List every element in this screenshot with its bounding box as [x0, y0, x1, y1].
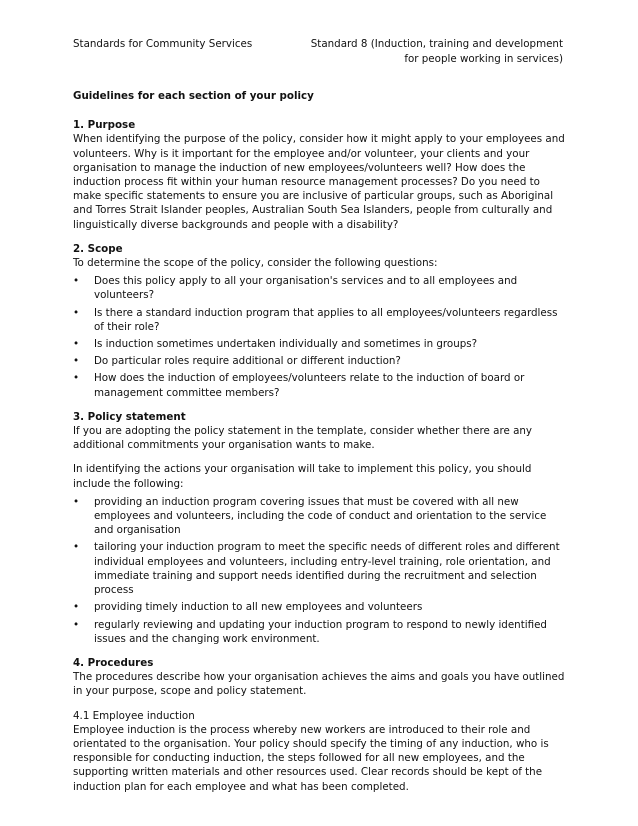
list-item — [73, 495, 567, 538]
list-item-text: Does this policy apply to all your organisation's services and to all employees and volunteers? — [94, 275, 518, 302]
bullet-icon: • — [73, 338, 80, 351]
purpose-heading: 1. Purpose — [73, 119, 136, 132]
policy-heading: 3. Policy statement — [73, 410, 186, 423]
bullet-icon: • — [73, 601, 80, 614]
section-policy-statement — [73, 410, 567, 646]
section-scope — [73, 242, 567, 400]
document-body — [73, 89, 567, 804]
bullet-icon: • — [73, 541, 80, 554]
list-item — [73, 274, 567, 302]
bullet-icon: • — [73, 495, 80, 508]
bullet-icon: • — [73, 306, 80, 319]
list-item-text: Is induction sometimes undertaken individually and sometimes in groups? — [94, 338, 478, 351]
list-item — [73, 306, 567, 334]
guidelines-title: Guidelines for each section of your policy — [73, 90, 314, 102]
list-item-text: tailoring your induction program to meet the specific needs of different roles and different individual employees and volunteers, including entry-level training, role orientation, and immediate training and support needs identified during the recruitment and selection process — [94, 541, 560, 597]
list-item-text: Is there a standard induction program that applies to all employees/volunteers regardless of their role? — [94, 306, 558, 333]
section-purpose — [73, 118, 567, 232]
list-item-text: providing timely induction to all new employees and volunteers — [94, 601, 423, 614]
list-item — [73, 600, 567, 614]
policy-para1: If you are adopting the policy statement in the template, consider whether there are any additional commitments your organisation wants to make. — [73, 425, 533, 452]
list-item-text: How does the induction of employees/volunteers relate to the induction of board or management committee members? — [94, 372, 525, 399]
header-right-line2: for people working in services) — [404, 53, 563, 65]
policy-bullet-list — [73, 495, 567, 646]
list-item — [73, 337, 567, 351]
list-item — [73, 354, 567, 368]
list-item-text: providing an induction program covering issues that must be covered with all new employees and volunteers, including the code of conduct and orientation to the service and organisation — [94, 495, 547, 537]
header-left: Standards for Community Services — [73, 38, 253, 50]
list-item — [73, 618, 567, 646]
procedures-text: The procedures describe how your organisation achieves the aims and goals you have outlined in your purpose, scope and policy statement. — [73, 671, 565, 698]
employee-induction-heading: 4.1 Employee induction — [73, 709, 195, 722]
employee-induction-text: Employee induction is the process whereby new workers are introduced to their role and orientated to the organisation. Your policy should specify the timing of any induction, who is responsible for conducting induction, the steps followed for all new employees, and the supporting written materials and other resources used. Clear records should be kept of the induction plan for each employee and what has been completed. — [73, 723, 549, 793]
scope-intro: To determine the scope of the policy, consider the following questions: — [73, 257, 438, 270]
purpose-text: When identifying the purpose of the policy, consider how it might apply to your employees and volunteers. Why is it important for the employee and/or volunteer, your clients and your organisation to manage the induction of new employees/volunteers well? How does the induction process fit within your human resource management processes? Do you need to make specific statements to ensure you are inclusive of particular groups, such as Aboriginal and Torres Strait Islander peoples, Australian South Sea Islanders, people from culturally and linguistically diverse backgrounds and people with a disability? — [73, 133, 565, 231]
header-right-line1: Standard 8 (Induction, training and development — [310, 38, 563, 50]
policy-para2: In identifying the actions your organisation will take to implement this policy, you should include the following: — [73, 463, 532, 490]
section-procedures — [73, 656, 567, 794]
scope-heading: 2. Scope — [73, 242, 123, 255]
procedures-heading: 4. Procedures — [73, 656, 154, 669]
bullet-icon: • — [73, 618, 80, 631]
list-item-text: Do particular roles require additional or different induction? — [94, 355, 401, 368]
scope-bullet-list — [73, 274, 567, 400]
list-item — [73, 371, 567, 399]
header-right — [293, 37, 563, 67]
list-item — [73, 540, 567, 597]
bullet-icon: • — [73, 372, 80, 385]
bullet-icon: • — [73, 275, 80, 288]
bullet-icon: • — [73, 355, 80, 368]
list-item-text: regularly reviewing and updating your induction program to respond to newly identified issues and the changing work environment. — [94, 618, 547, 645]
